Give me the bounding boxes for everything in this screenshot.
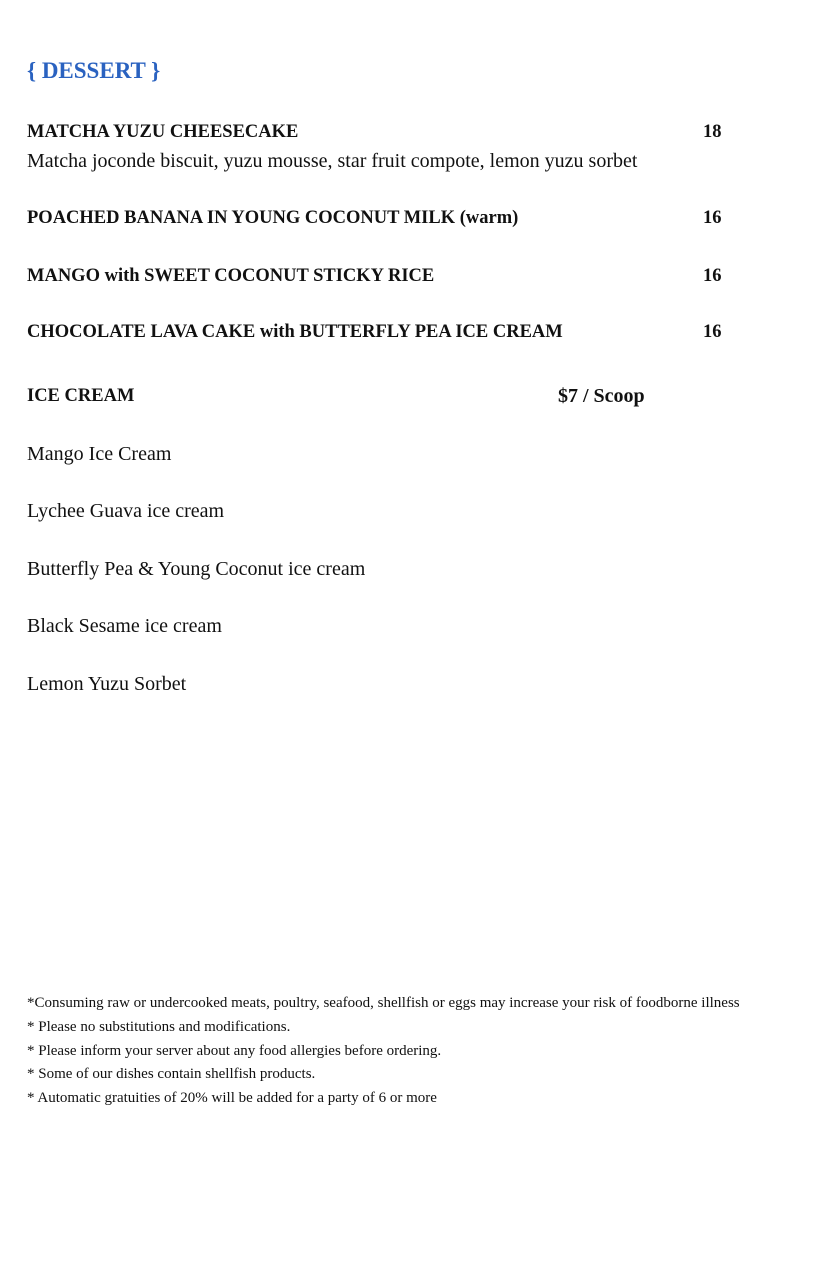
menu-item-name: CHOCOLATE LAVA CAKE with BUTTERFLY PEA ICE CREAM xyxy=(27,322,563,342)
menu-item-description: Matcha joconde biscuit, yuzu mousse, star fruit compote, lemon yuzu sorbet xyxy=(27,150,638,172)
menu-item-price: 18 xyxy=(703,122,722,142)
menu-item-price: 16 xyxy=(703,322,722,342)
footnote: * Automatic gratuities of 20% will be added for a party of 6 or more xyxy=(27,1090,437,1106)
footnote: * Some of our dishes contain shellfish products. xyxy=(27,1066,316,1082)
ice-cream-heading: ICE CREAM xyxy=(27,386,135,406)
footnote: * Please no substitutions and modifications. xyxy=(27,1019,291,1035)
ice-cream-flavor: Lychee Guava ice cream xyxy=(27,500,225,522)
menu-item-price: 16 xyxy=(703,266,722,286)
ice-cream-flavor: Lemon Yuzu Sorbet xyxy=(27,673,187,695)
ice-cream-flavor: Butterfly Pea & Young Coconut ice cream xyxy=(27,558,366,580)
menu-item-name: POACHED BANANA IN YOUNG COCONUT MILK (warm) xyxy=(27,208,519,228)
footnote: * Please inform your server about any food allergies before ordering. xyxy=(27,1043,442,1059)
section-title: { DESSERT } xyxy=(27,58,161,83)
menu-item-name: MANGO with SWEET COCONUT STICKY RICE xyxy=(27,266,435,286)
ice-cream-flavor: Mango Ice Cream xyxy=(27,443,172,465)
menu-item-price: 16 xyxy=(703,208,722,228)
ice-cream-price: $7 / Scoop xyxy=(558,385,645,407)
ice-cream-flavor: Black Sesame ice cream xyxy=(27,615,222,637)
footnote: *Consuming raw or undercooked meats, poultry, seafood, shellfish or eggs may increase your risk of foodborne illness xyxy=(27,995,740,1011)
menu-item-name: MATCHA YUZU CHEESECAKE xyxy=(27,122,299,142)
